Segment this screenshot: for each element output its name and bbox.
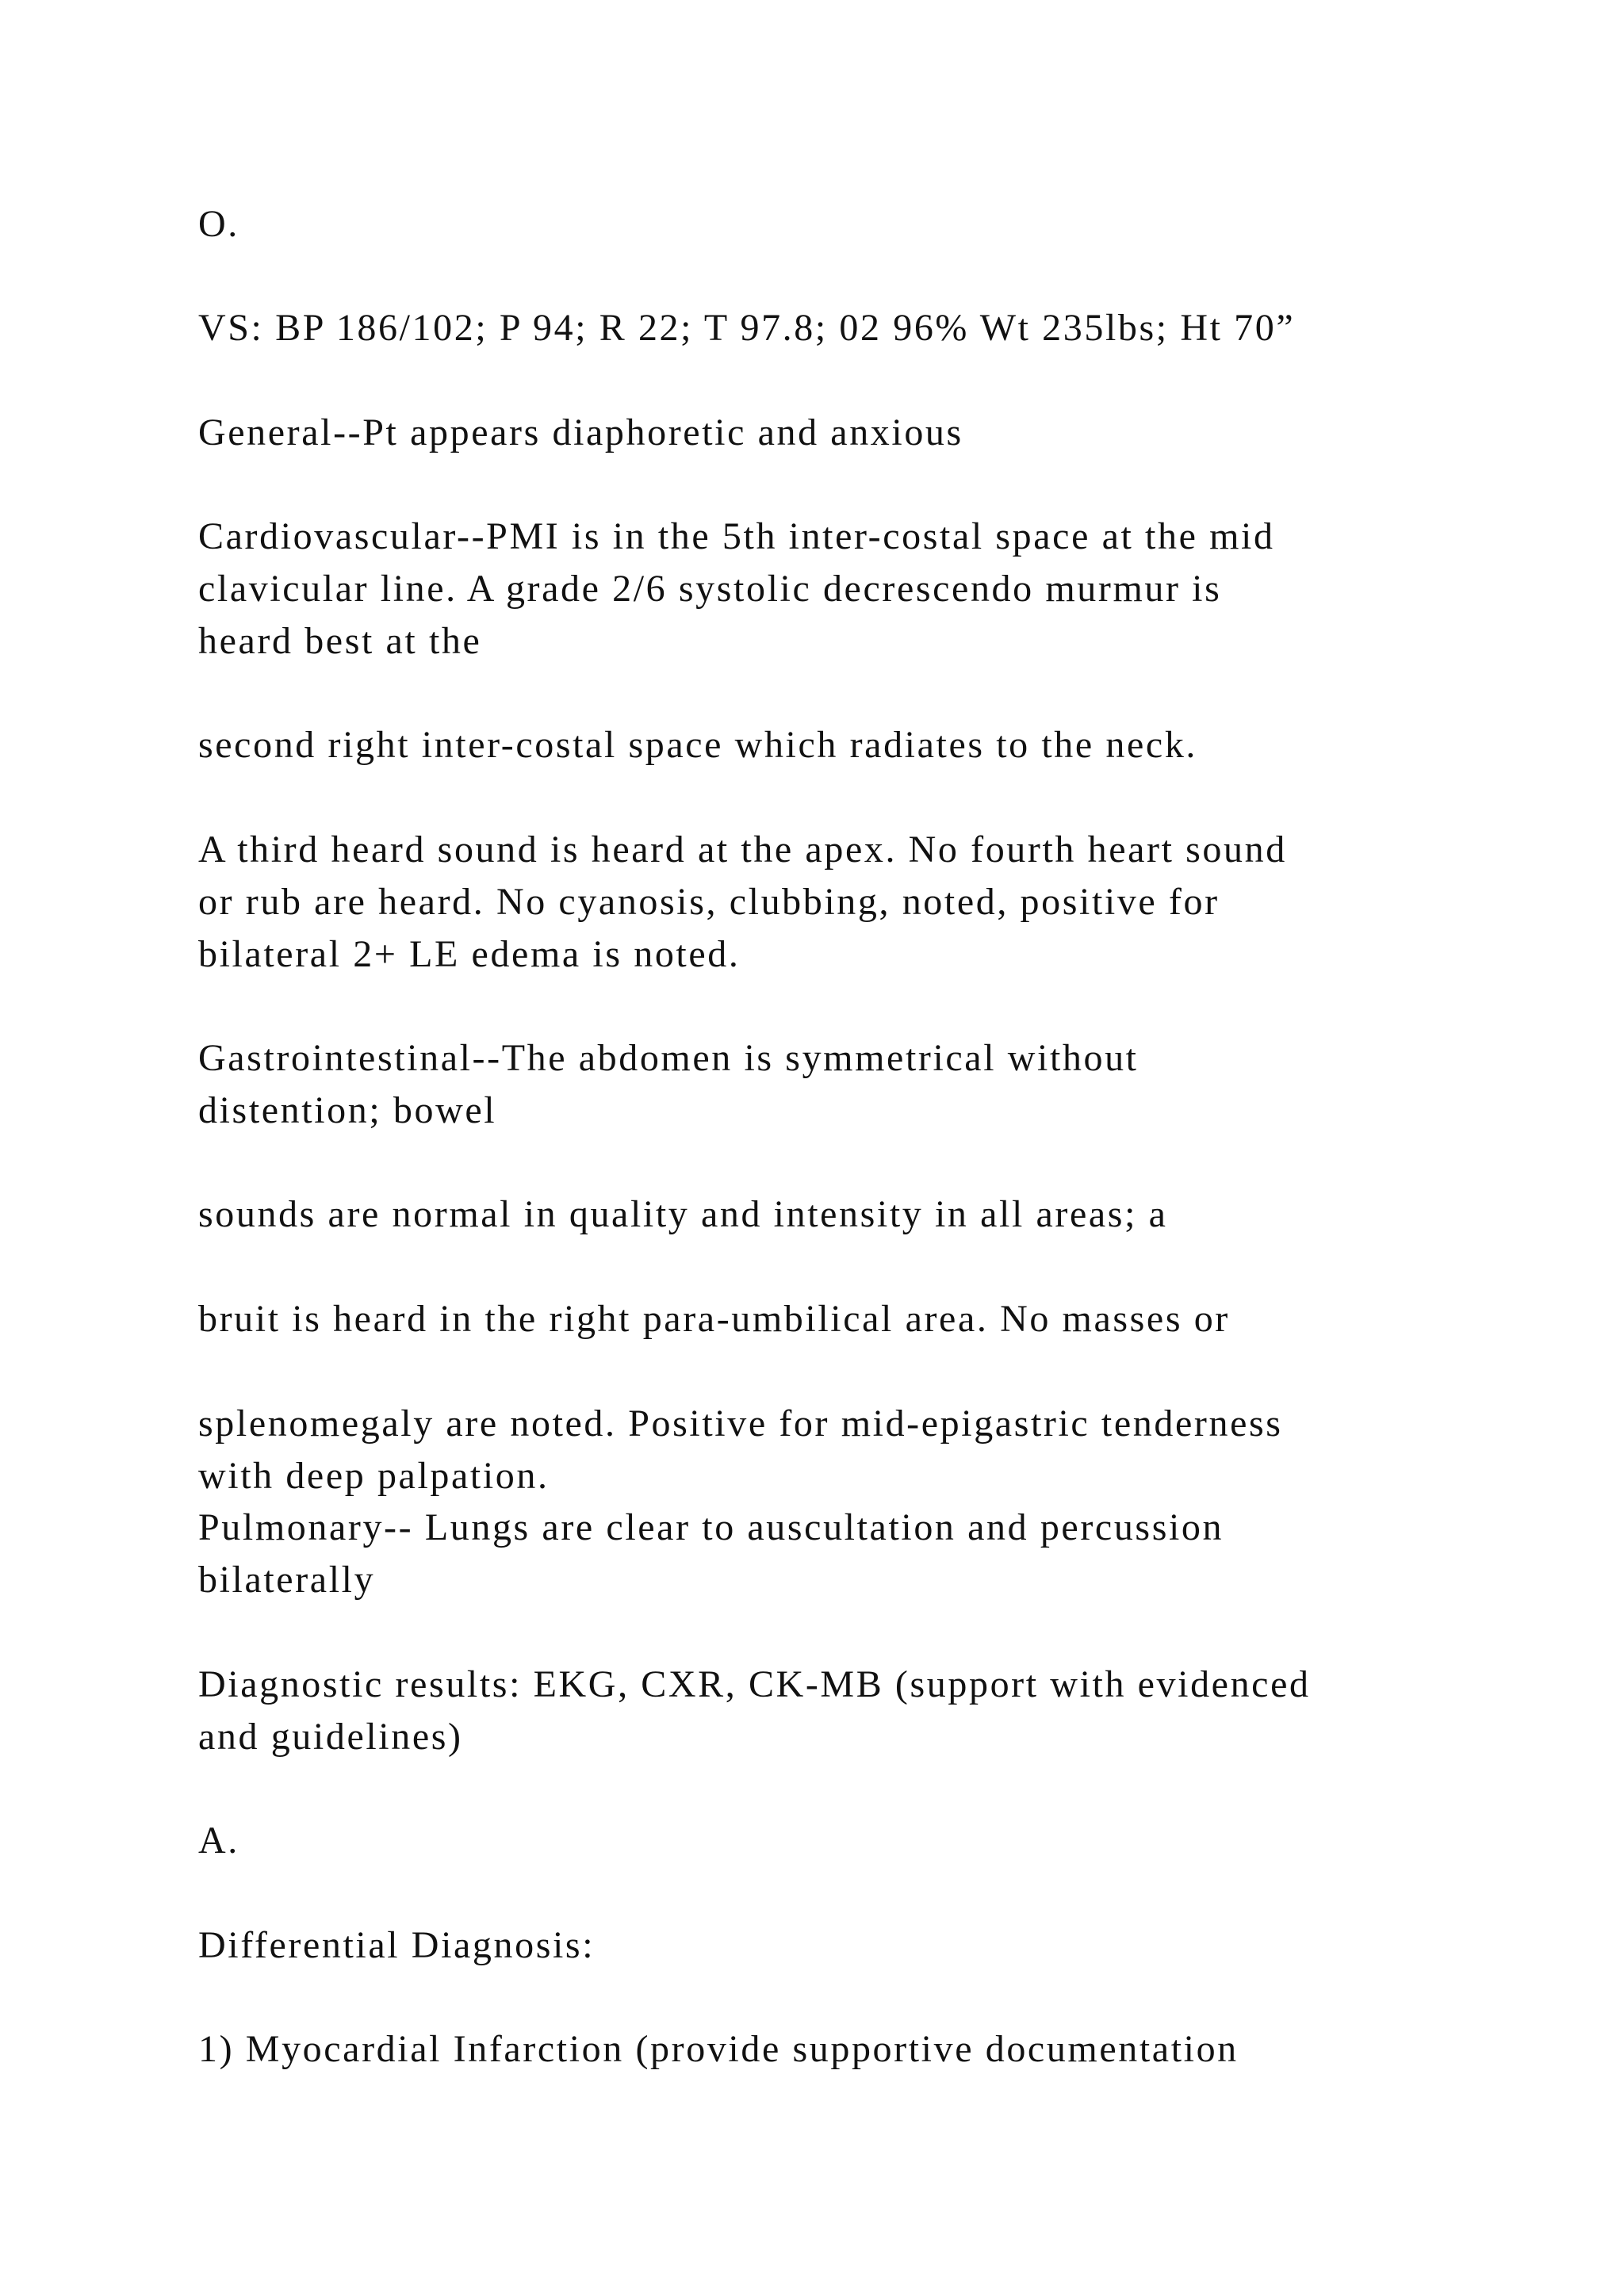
heart-sounds-line-3: bilateral 2+ LE edema is noted. (198, 933, 741, 975)
cardiovascular-line-3: heard best at the (198, 620, 482, 662)
cardiovascular-line-2: clavicular line. A grade 2/6 systolic decrescendo murmur is (198, 568, 1222, 610)
heart-sounds-line-2: or rub are heard. No cyanosis, clubbing, noted, positive for (198, 881, 1220, 923)
differential-diagnosis-heading: Differential Diagnosis: (198, 1924, 596, 1966)
section-heading-objective: O. (198, 203, 239, 245)
section-heading-assessment: A. (198, 1820, 239, 1862)
cardiovascular-line-1: Cardiovascular--PMI is in the 5th inter-costal space at the mid (198, 515, 1275, 557)
gastrointestinal-line-1: Gastrointestinal--The abdomen is symmetrical without (198, 1037, 1139, 1079)
general-exam-line: General--Pt appears diaphoretic and anxious (198, 411, 963, 453)
diagnostic-results-line-2: and guidelines) (198, 1716, 463, 1758)
gastrointestinal-line-5: splenomegaly are noted. Positive for mid-epigastric tenderness (198, 1402, 1283, 1445)
cardiovascular-line-4: second right inter-costal space which radiates to the neck. (198, 724, 1198, 766)
gastrointestinal-line-4: bruit is heard in the right para-umbilical area. No masses or (198, 1298, 1230, 1340)
diagnostic-results-line-1: Diagnostic results: EKG, CXR, CK-MB (support with evidenced (198, 1663, 1311, 1705)
heart-sounds-line-1: A third heard sound is heard at the apex. No fourth heart sound (198, 828, 1287, 871)
pulmonary-line-2: bilaterally (198, 1559, 376, 1601)
vital-signs-line: VS: BP 186/102; P 94; R 22; T 97.8; 02 96% Wt 235lbs; Ht 70” (198, 307, 1296, 349)
diagnosis-item-1: 1) Myocardial Infarction (provide supportive documentation (198, 2028, 1239, 2070)
gastrointestinal-line-3: sounds are normal in quality and intensity in all areas; a (198, 1193, 1168, 1235)
gastrointestinal-line-2: distention; bowel (198, 1089, 497, 1131)
gastrointestinal-line-6: with deep palpation. (198, 1455, 550, 1497)
pulmonary-line-1: Pulmonary-- Lungs are clear to auscultation and percussion (198, 1506, 1224, 1548)
